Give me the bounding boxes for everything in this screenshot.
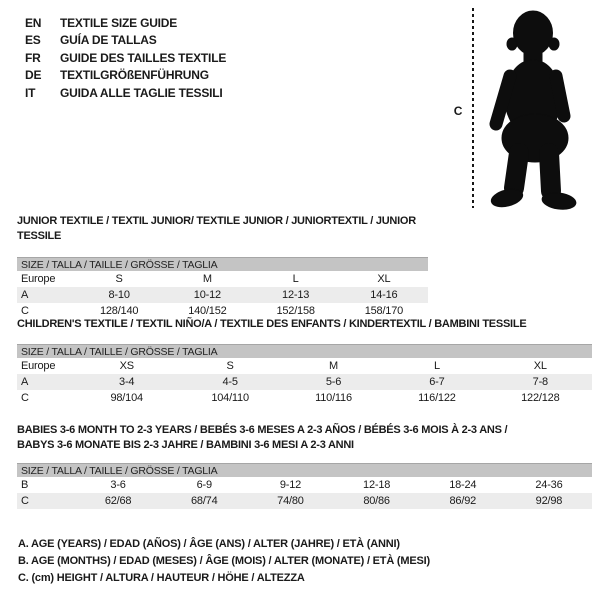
size-cell: 8-10 xyxy=(108,289,130,301)
size-cell: 24-36 xyxy=(535,479,563,491)
size-cell: 6-7 xyxy=(429,376,445,388)
height-measure-label: C xyxy=(453,104,463,118)
row-label: A xyxy=(21,376,29,388)
size-cell: 62/68 xyxy=(104,495,132,507)
size-cell: M xyxy=(329,360,338,372)
row-label: Europe xyxy=(21,360,56,372)
language-guide-row xyxy=(25,50,226,67)
size-cell: 7-8 xyxy=(532,376,548,388)
row-label: C xyxy=(21,495,29,507)
size-header-bar: SIZE / TALLA / TAILLE / GRÖSSE / TAGLIA xyxy=(17,344,592,358)
language-guide-row xyxy=(25,15,226,32)
language-code: DE xyxy=(25,68,42,83)
size-cell: 104/110 xyxy=(211,392,249,404)
size-cell: 122/128 xyxy=(521,392,560,404)
size-cell: 12-13 xyxy=(282,289,310,301)
table-row xyxy=(17,358,592,374)
size-header-bar: SIZE / TALLA / TAILLE / GRÖSSE / TAGLIA xyxy=(17,463,592,477)
size-cell: XL xyxy=(533,360,547,372)
size-cell: 6-9 xyxy=(196,479,212,491)
height-dotted-line-icon xyxy=(472,8,474,208)
row-label: A xyxy=(21,289,29,301)
size-table xyxy=(17,423,592,509)
table-title: CHILDREN'S TEXTILE / TEXTIL NIÑO/A / TEXTILE DES ENFANTS / KINDERTEXTIL / BAMBINI TESSILE xyxy=(17,318,527,330)
row-label: Europe xyxy=(21,273,56,285)
table-row xyxy=(17,390,592,406)
size-cell: 5-6 xyxy=(325,376,342,388)
size-cell: XL xyxy=(377,273,391,285)
size-cell: S xyxy=(115,273,123,285)
table-row xyxy=(17,493,592,509)
size-cell: 110/116 xyxy=(315,392,352,404)
footnote-line: C. (cm) HEIGHT / ALTURA / HAUTEUR / HÖHE / ALTEZZA xyxy=(18,572,305,584)
language-code: ES xyxy=(25,33,41,48)
language-guide-title: TEXTILGRÖßENFÜHRUNG xyxy=(60,68,209,83)
toddler-silhouette-icon xyxy=(486,8,582,210)
language-guide-row xyxy=(25,85,226,102)
row-label: B xyxy=(21,479,29,491)
table-rows xyxy=(17,477,592,509)
size-cell: 158/170 xyxy=(364,305,404,317)
size-cell: L xyxy=(292,273,299,285)
size-cell: S xyxy=(226,360,234,372)
language-code: FR xyxy=(25,50,41,65)
size-cell: 86/92 xyxy=(449,495,477,507)
size-table xyxy=(17,214,428,319)
row-label: C xyxy=(21,305,29,317)
table-title: BABIES 3-6 MONTH TO 2-3 YEARS / BEBÉS 3-6 MESES A 2-3 AÑOS / BÉBÉS 3-6 MOIS À 2-3 ANS / xyxy=(17,424,508,436)
language-code: EN xyxy=(25,16,42,30)
language-guide-title: TEXTILE SIZE GUIDE xyxy=(60,16,178,30)
table-rows xyxy=(17,271,428,319)
size-cell: XS xyxy=(119,360,134,372)
footnote-line: B. AGE (MONTHS) / EDAD (MESES) / ÂGE (MOIS) / ALTER (MONATE) / ETÀ (MESI) xyxy=(18,555,430,567)
table-row xyxy=(17,374,592,390)
size-cell: 116/122 xyxy=(418,392,456,404)
size-cell: 128/140 xyxy=(99,305,139,317)
size-cell: 80/86 xyxy=(363,495,390,507)
size-cell: 92/98 xyxy=(535,495,563,507)
size-cell: 10-12 xyxy=(193,289,221,301)
language-guide-list xyxy=(25,15,226,102)
size-header-bar: SIZE / TALLA / TAILLE / GRÖSSE / TAGLIA xyxy=(17,257,428,271)
size-cell: 98/104 xyxy=(110,392,143,404)
size-cell: 68/74 xyxy=(190,495,218,507)
size-cell: 14-16 xyxy=(370,289,398,301)
size-cell: 4-5 xyxy=(222,376,238,388)
language-guide-title: GUIDA ALLE TAGLIE TESSILI xyxy=(60,85,223,100)
footnote-line: A. AGE (YEARS) / EDAD (AÑOS) / ÂGE (ANS) / ALTER (JAHRE) / ETÀ (ANNI) xyxy=(18,538,400,550)
table-row xyxy=(17,287,428,303)
size-cell: 74/80 xyxy=(277,495,304,507)
footnotes xyxy=(18,536,430,587)
size-cell: M xyxy=(202,273,212,285)
size-cell: 3-6 xyxy=(110,479,126,491)
language-guide-title: GUÍA DE TALLAS xyxy=(60,33,157,48)
row-label: C xyxy=(21,392,29,404)
size-cell: 9-12 xyxy=(279,479,302,491)
size-table xyxy=(17,317,592,406)
size-cell: 12-18 xyxy=(363,479,391,491)
size-cell: 18-24 xyxy=(449,479,477,491)
table-title: JUNIOR TEXTILE / TEXTIL JUNIOR/ TEXTILE JUNIOR / JUNIORTEXTIL / JUNIOR TESSILE xyxy=(17,215,416,242)
size-cell: 3-4 xyxy=(119,376,135,388)
language-guide-row xyxy=(25,67,226,84)
table-rows xyxy=(17,358,592,406)
size-cell: 152/158 xyxy=(276,305,315,317)
table-row xyxy=(17,477,592,493)
table-row xyxy=(17,271,428,287)
table-title: BABYS 3-6 MONATE BIS 2-3 JAHRE / BAMBINI 3-6 MESI A 2-3 ANNI xyxy=(17,439,354,451)
language-guide-title: GUIDE DES TAILLES TEXTILE xyxy=(60,50,227,65)
language-guide-row xyxy=(25,32,226,49)
language-code: IT xyxy=(25,85,36,100)
size-cell: L xyxy=(433,360,440,372)
size-cell: 140/152 xyxy=(188,305,227,317)
